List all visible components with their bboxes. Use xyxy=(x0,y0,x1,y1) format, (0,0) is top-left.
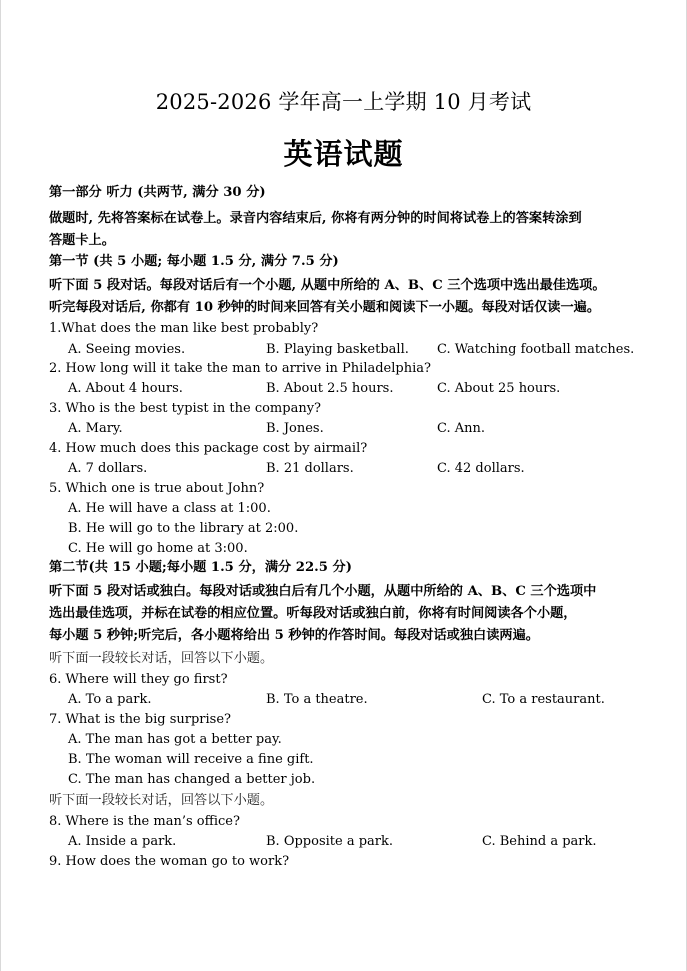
q5-option-c: C. He will go home at 3:00. xyxy=(68,541,248,556)
q3-option-a: A. Mary. xyxy=(68,421,123,436)
question-8: 8. Where is the man’s office? xyxy=(49,814,240,829)
question-5: 5. Which one is true about John? xyxy=(49,481,265,496)
q6-option-b: B. To a theatre. xyxy=(266,692,368,707)
subject-title: 英语试题 xyxy=(283,137,404,171)
section2-instructions-line2: 选出最佳选项，并标在试卷的相应位置。听每段对话或独白前，你将有时间阅读各个小题， xyxy=(49,606,577,621)
q4-option-b: B. 21 dollars. xyxy=(266,461,354,476)
q8-option-a: A. Inside a park. xyxy=(68,834,177,849)
q7-option-b: B. The woman will receive a fine gift. xyxy=(68,752,314,767)
section2-instructions-line3: 每小题 5 秒钟;听完后，各小题将给出 5 秒钟的作答时间。每段对话或独白读两遍。 xyxy=(49,628,539,643)
part1-instructions-line2: 答题卡上。 xyxy=(49,233,115,248)
section1-heading: 第一节 (共 5 小题; 每小题 1.5 分, 满分 7.5 分) xyxy=(49,254,339,269)
group2-intro: 听下面一段较长对话，回答以下小题。 xyxy=(49,793,274,808)
question-6: 6. Where will they go first? xyxy=(49,672,228,687)
question-9: 9. How does the woman go to work? xyxy=(49,854,290,869)
part1-heading: 第一部分 听力 (共两节, 满分 30 分) xyxy=(49,185,266,200)
section2-heading: 第二节(共 15 小题;每小题 1.5 分，满分 22.5 分) xyxy=(49,560,352,575)
question-7: 7. What is the big surprise? xyxy=(49,712,231,727)
q3-option-c: C. Ann. xyxy=(437,421,486,436)
q8-option-b: B. Opposite a park. xyxy=(266,834,394,849)
q7-option-c: C. The man has changed a better job. xyxy=(68,772,316,787)
q2-option-b: B. About 2.5 hours. xyxy=(266,381,394,396)
exam-title: 2025-2026 学年高一上学期 10 月考试 xyxy=(155,90,532,114)
q4-option-c: C. 42 dollars. xyxy=(437,461,525,476)
q2-option-a: A. About 4 hours. xyxy=(68,381,183,396)
q8-option-c: C. Behind a park. xyxy=(482,834,597,849)
section1-instructions-line1: 听下面 5 段对话。每段对话后有一个小题, 从题中所给的 A、B、C 三个选项中选出最佳选项。 xyxy=(49,278,606,293)
q1-option-c: C. Watching football matches. xyxy=(437,342,635,357)
section2-instructions-line1: 听下面 5 段对话或独白。每段对话或独白后有几个小题，从题中所给的 A、B、C 三个选项中 xyxy=(49,584,597,599)
section1-instructions-line2: 听完每段对话后, 你都有 10 秒钟的时间来回答有关小题和阅读下一小题。每段对话仅读一遍。 xyxy=(49,300,601,315)
q6-option-c: C. To a restaurant. xyxy=(482,692,605,707)
part1-instructions-line1: 做题时, 先将答案标在试卷上。录音内容结束后, 你将有两分钟的时间将试卷上的答案转涂到 xyxy=(49,211,582,226)
q6-option-a: A. To a park. xyxy=(68,692,152,707)
q1-option-a: A. Seeing movies. xyxy=(68,342,186,357)
q3-option-b: B. Jones. xyxy=(266,421,324,436)
question-4: 4. How much does this package cost by airmail? xyxy=(49,441,368,456)
q7-option-a: A. The man has got a better pay. xyxy=(68,732,282,747)
question-3: 3. Who is the best typist in the company? xyxy=(49,401,322,416)
q2-option-c: C. About 25 hours. xyxy=(437,381,561,396)
question-1: 1.What does the man like best probably? xyxy=(49,321,319,336)
group1-intro: 听下面一段较长对话，回答以下小题。 xyxy=(49,651,274,666)
q5-option-b: B. He will go to the library at 2:00. xyxy=(68,521,299,536)
q5-option-a: A. He will have a class at 1:00. xyxy=(68,501,271,516)
q4-option-a: A. 7 dollars. xyxy=(68,461,148,476)
q1-option-b: B. Playing basketball. xyxy=(266,342,409,357)
question-2: 2. How long will it take the man to arrive in Philadelphia? xyxy=(49,361,431,376)
